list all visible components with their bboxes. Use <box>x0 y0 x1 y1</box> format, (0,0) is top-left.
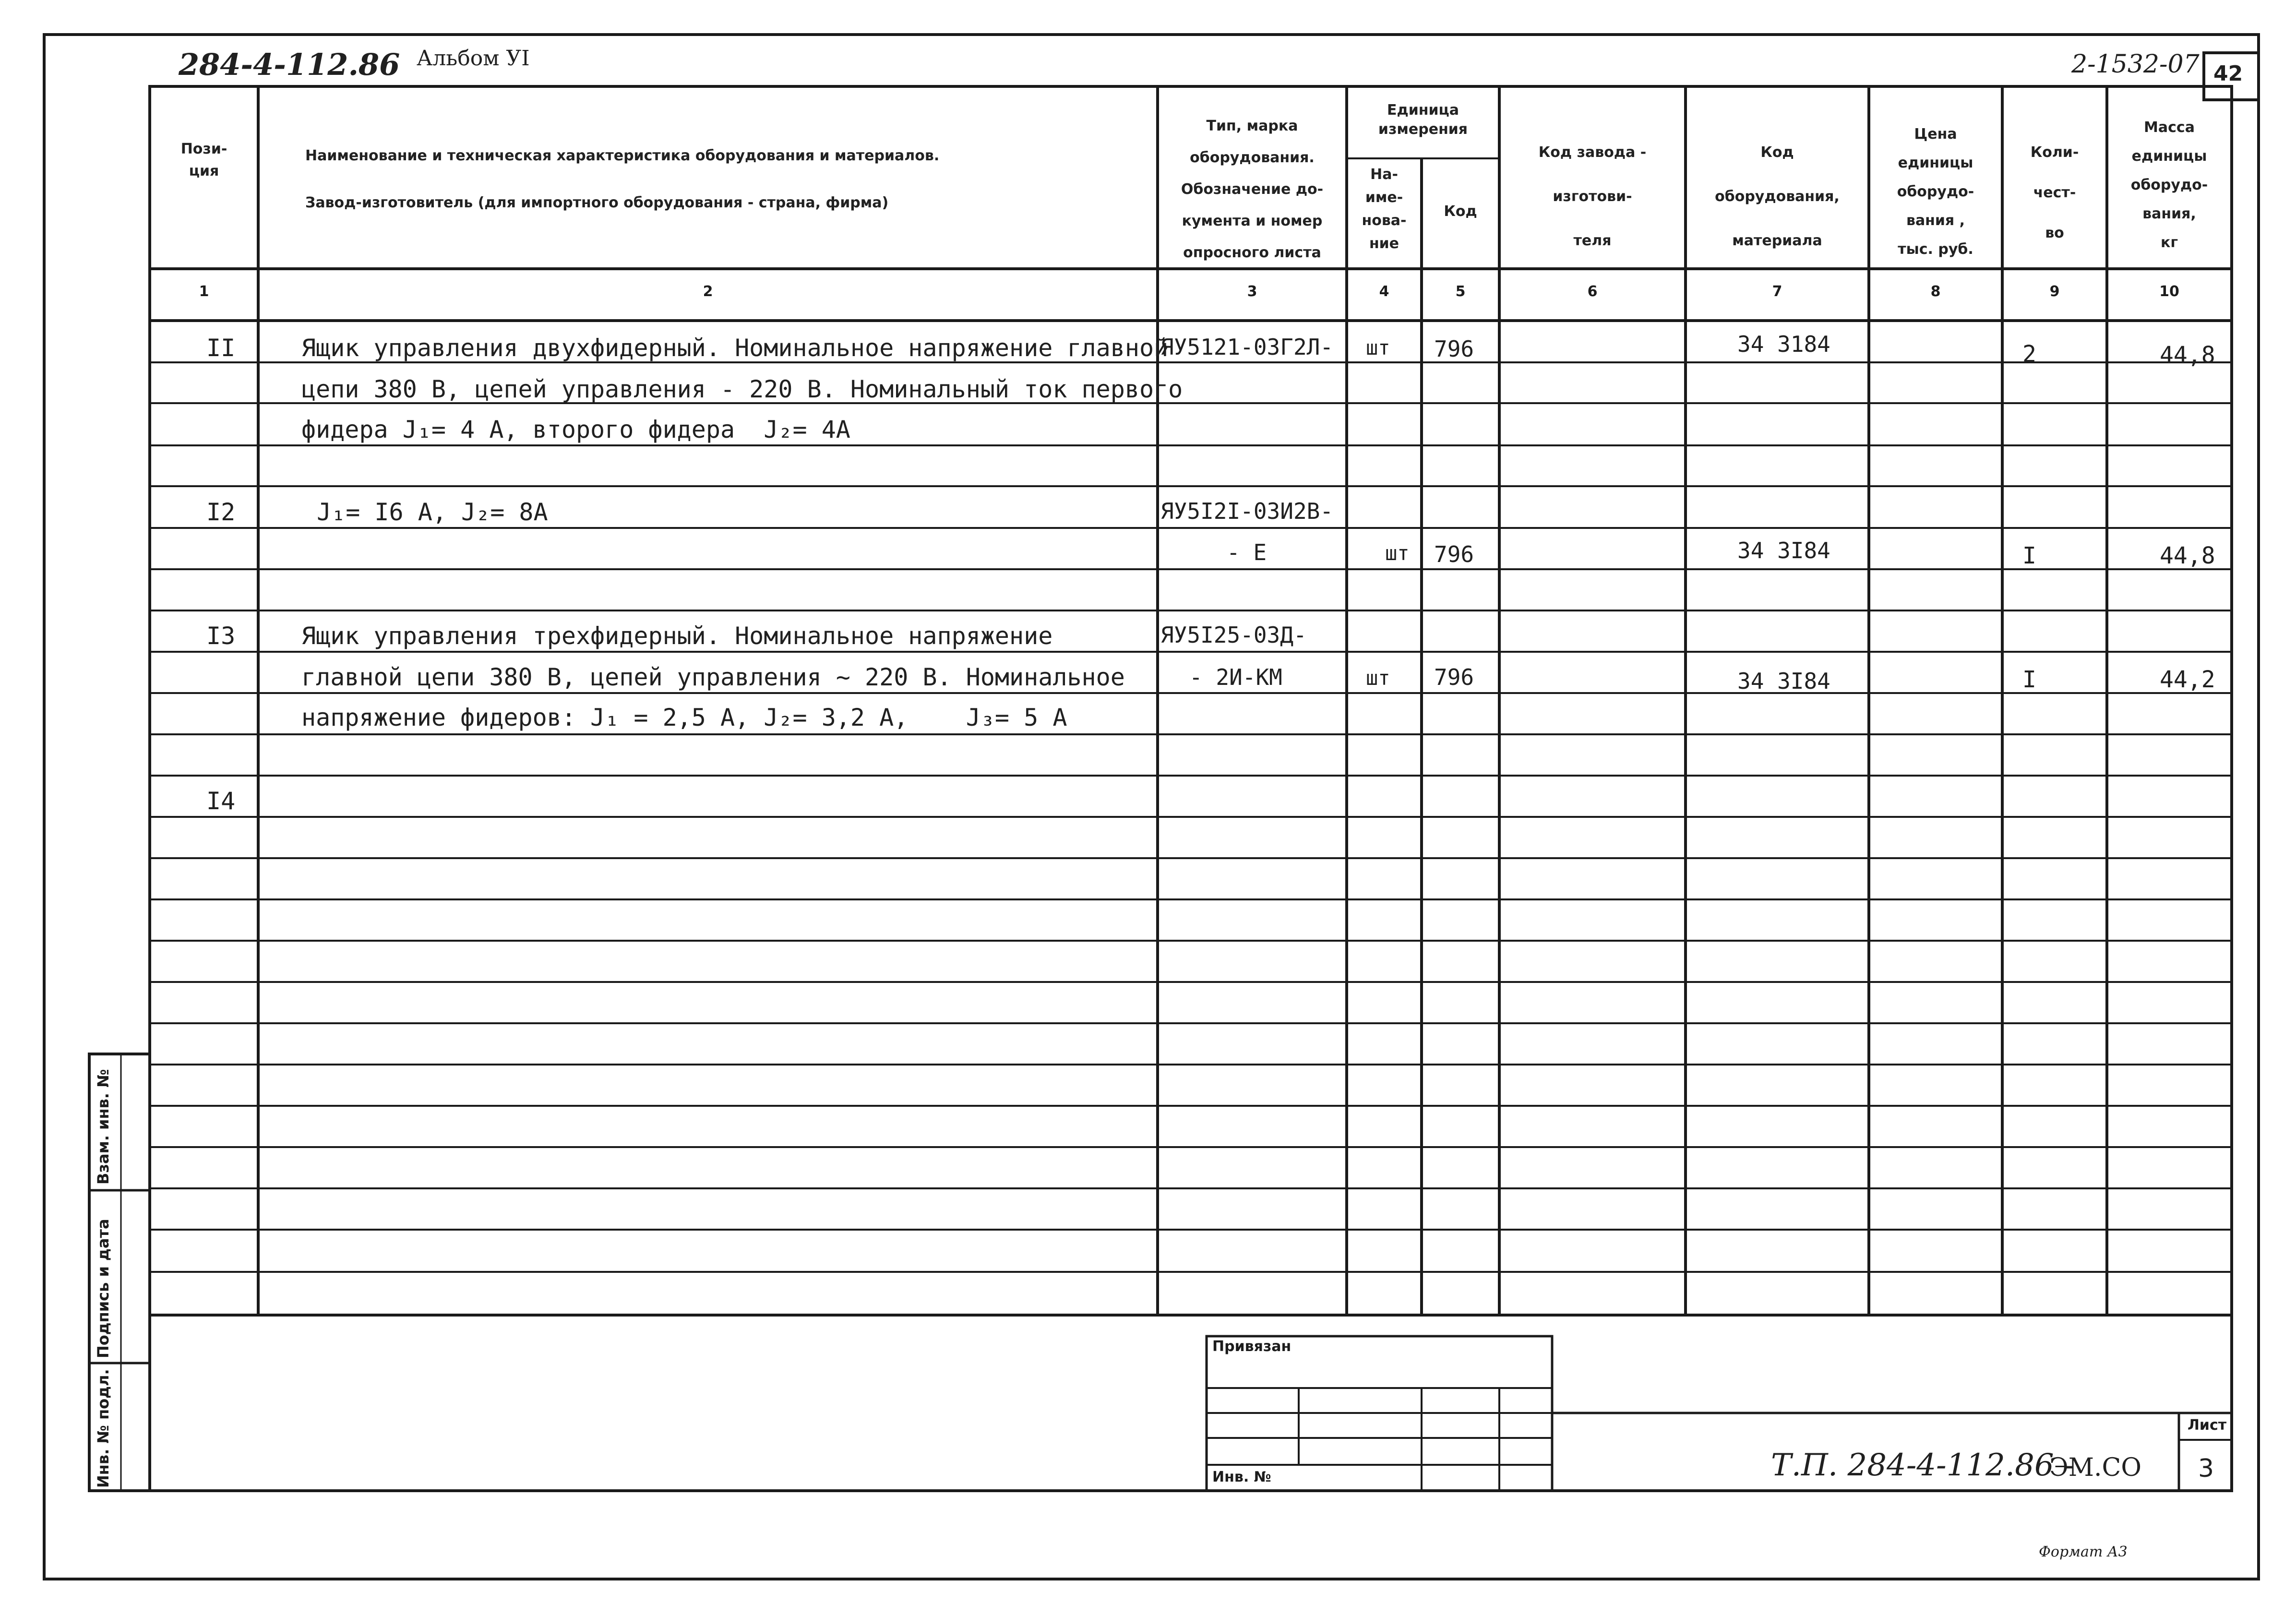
header-name: Наименование и техническая характеристика оборудования и материалов. Завод-изготовитель (для импортного оборудования - страна, фирма) <box>305 147 940 211</box>
header-quantity: Коли- чест- во <box>2030 144 2079 241</box>
paper-format: Формат А3 <box>2039 1544 2128 1560</box>
header-price: Цена единицы оборудо- вания , тыс. руб. <box>1897 126 1974 258</box>
row-unit: шт <box>1385 541 1410 565</box>
row-description-line: главной цепи 380 В, цепей управления ~ 220 В. Номинальное <box>301 663 1125 691</box>
header-mass: Масса единицы оборудо- вания, кг <box>2130 119 2208 251</box>
row-unit: шт <box>1366 666 1390 690</box>
row-unit-code: 796 <box>1434 664 1474 690</box>
row-position: II <box>206 334 236 362</box>
row-mass: 44,2 <box>2160 666 2215 693</box>
archive-number: 2-1532-07 <box>2071 50 2200 79</box>
col-num-3: 3 <box>1247 283 1257 300</box>
col-num-6: 6 <box>1587 283 1598 300</box>
document-designation: Т.П. 284-4-112.86 - <box>1771 1448 2074 1483</box>
corner-number: 42 <box>2213 61 2243 86</box>
side-label-signature-date: Подпись и дата <box>94 1219 112 1358</box>
row-description-line: Ящик управления двухфидерный. Номинальное напряжение главной <box>301 334 1169 362</box>
header-unit-name: На- име- нова- ние <box>1362 166 1407 252</box>
col-num-1: 1 <box>199 283 209 300</box>
document-code: 284-4-112.86 <box>179 47 400 82</box>
row-item-code: 34 3184 <box>1737 331 1830 357</box>
row-mass: 44,8 <box>2160 342 2215 369</box>
row-mass: 44,8 <box>2160 542 2215 569</box>
header-factory-code: Код завода - изготови- теля <box>1538 144 1647 249</box>
row-position: I2 <box>206 498 236 526</box>
col-num-9: 9 <box>2049 283 2060 300</box>
row-position: I3 <box>206 622 236 650</box>
row-item-code: 34 3I84 <box>1737 538 1830 563</box>
header-type: Тип, марка оборудования. Обозначение до- кумента и номер опросного листа <box>1181 118 1324 261</box>
header-position: Пози- ция <box>180 141 227 180</box>
stamp-privyazan: Привязан <box>1212 1338 1292 1355</box>
row-item-code: 34 3I84 <box>1737 668 1830 694</box>
sheet-number: 3 <box>2198 1454 2214 1483</box>
sheet-label: Лист <box>2188 1417 2227 1434</box>
col-num-7: 7 <box>1772 283 1782 300</box>
header-unit-group: Единица измерения <box>1378 102 1468 138</box>
row-quantity: I <box>2022 666 2036 693</box>
col-num-10: 10 <box>2159 283 2179 300</box>
row-quantity: I <box>2022 542 2036 569</box>
col-num-4: 4 <box>1379 283 1389 300</box>
row-description-line: напряжение фидеров: J₁ = 2,5 А, J₂= 3,2 А, J₃= 5 А <box>301 704 1067 731</box>
col-num-5: 5 <box>1455 283 1466 300</box>
header-unit-code: Код <box>1444 203 1477 220</box>
row-description-line: J₁= I6 А, J₂= 8А <box>317 498 548 526</box>
album-label: Альбом УI <box>417 46 530 71</box>
row-description-line: Ящик управления трехфидерный. Номинальное напряжение <box>301 622 1053 650</box>
col-num-2: 2 <box>703 283 713 300</box>
col-num-8: 8 <box>1930 283 1941 300</box>
row-description-line: цепи 380 В, цепей управления - 220 В. Номинальный ток первого <box>301 375 1183 403</box>
row-type: - 2И-КМ <box>1189 664 1282 690</box>
row-type: - Е <box>1227 539 1267 565</box>
row-type: ЯУ5I2I-03И2В- <box>1160 498 1334 524</box>
row-position: I4 <box>206 787 236 815</box>
side-label-replaced-inv: Взам. инв. № <box>94 1069 112 1185</box>
row-unit-code: 796 <box>1434 336 1474 362</box>
row-description-line: фидера J₁= 4 А, второго фидера J₂= 4А <box>301 416 850 443</box>
side-label-original-inv: Инв. № подл. <box>94 1369 112 1488</box>
stamp-inv-no: Инв. № <box>1212 1469 1271 1485</box>
row-type: ЯУ5I25-03Д- <box>1160 622 1307 648</box>
row-unit: шт <box>1366 336 1390 359</box>
row-quantity: 2 <box>2022 341 2036 368</box>
document-designation-suffix: ЭМ.СО <box>2049 1453 2141 1482</box>
header-item-code: Код оборудования, материала <box>1715 144 1840 249</box>
row-unit-code: 796 <box>1434 541 1474 567</box>
row-type: ЯУ5121-03Г2Л- <box>1160 334 1334 360</box>
